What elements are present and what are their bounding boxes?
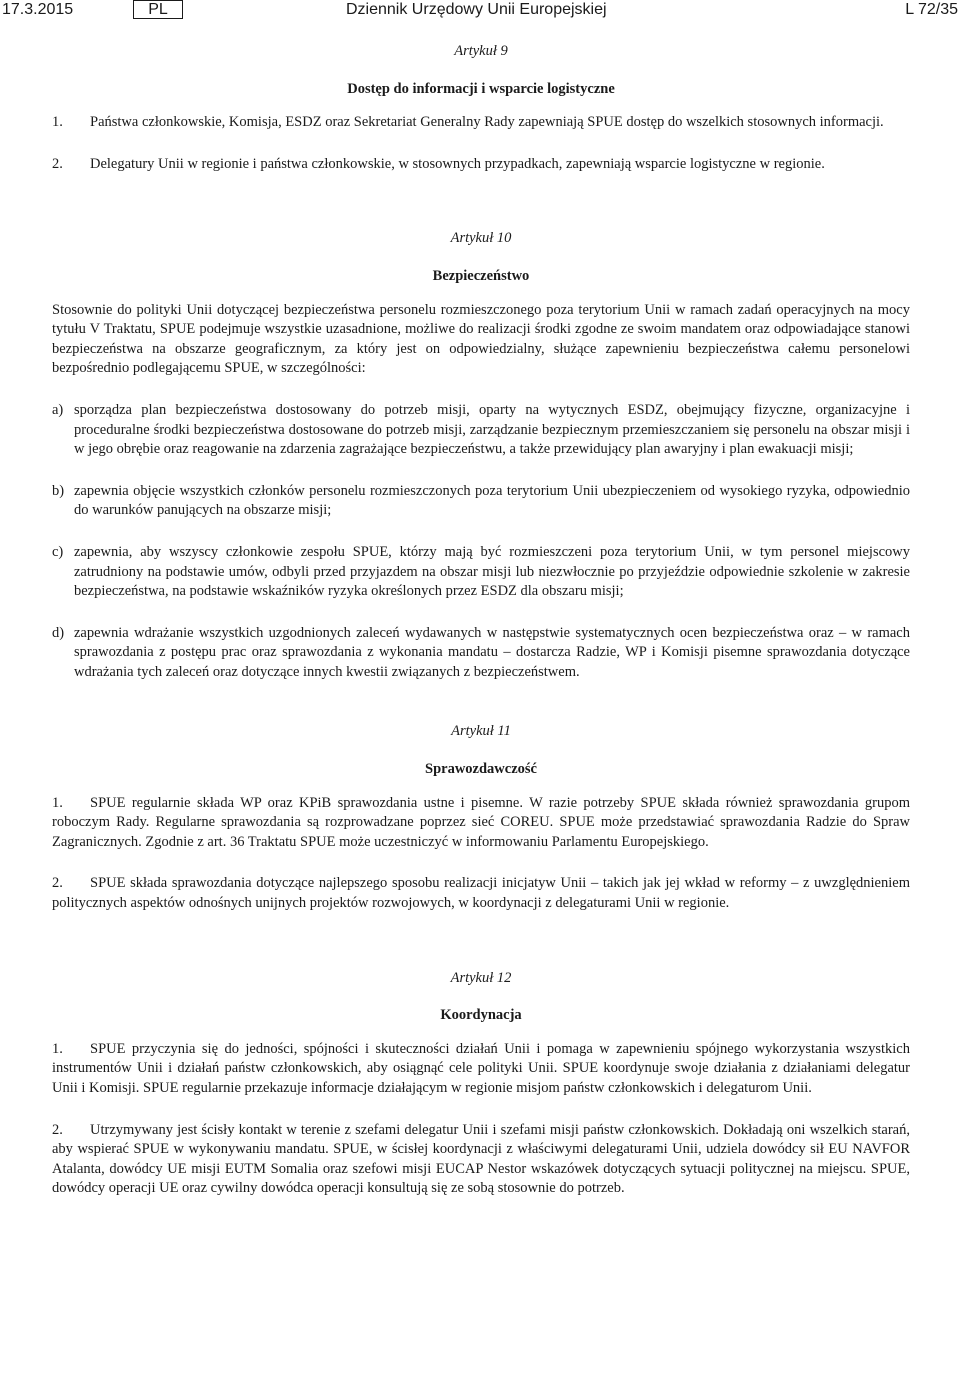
item-text: sporządza plan bezpieczeństwa dostosowany do potrzeb misji, oparty na wytycznych ESDZ, obejmujący fizyczne, organizacyjne i proceduralne środki bezpieczeństwa dostosowane do potrzeb misji, zarządzanie bezpiecznym przemieszczaniem się personelu na obszar misji i w jego obrębie oraz reagowanie na zdarzenia zagrażające bezpieczeństwu, a także przewidujący plan awaryjny i plan ewakuacji misji;	[74, 401, 910, 458]
article-11-paragraph-1	[52, 794, 910, 853]
paragraph-text: Delegatury Unii w regionie i państwa członkowskie, w stosownych przypadkach, zapewniają wsparcie logistyczne w regionie.	[90, 155, 825, 172]
item-label: a)	[52, 401, 64, 418]
paragraph-text: Państwa członkowskie, Komisja, ESDZ oraz Sekretariat Generalny Rady zapewniają SPUE dostęp do wszelkich stosownych informacji.	[90, 114, 884, 131]
article-9-paragraph-2	[52, 155, 910, 175]
item-label: b)	[52, 482, 65, 499]
item-text: zapewnia, aby wszyscy członkowie zespołu SPUE, którzy mają być rozmieszczeni poza terytorium Unii, w tym personel miejscowy zatrudniony na podstawie umów, odbyli przed przyjazdem na obszar misji lub niezwłocznie po przyjeździe odpowiednie szkolenie w zakresie bezpieczeństwa, na podstawie wskaźników ryzyka określonych przez ESDZ dla obszaru misji;	[74, 543, 910, 600]
publication-date: 17.3.2015	[2, 1, 74, 18]
item-text: zapewnia objęcie wszystkich członków personelu rozmieszczonych poza terytorium Unii ubezpieczeniem od wysokiego ryzyka, odpowiednio do warunków panujących na obszarze misji;	[74, 482, 910, 519]
paragraph-number: 2.	[52, 1121, 63, 1138]
article-10-title: Bezpieczeństwo	[432, 267, 530, 284]
article-10-number: Artykuł 10	[450, 230, 512, 247]
article-10-item-d	[52, 624, 910, 683]
journal-title: Dziennik Urzędowy Unii Europejskiej	[346, 1, 607, 18]
paragraph-number: 1.	[52, 794, 63, 811]
paragraph-number: 2.	[52, 155, 63, 172]
item-text: zapewnia wdrażanie wszystkich uzgodnionych zaleceń wydawanych w następstwie systematycznych ocen bezpieczeństwa oraz – w ramach sprawozdania z postępu prac oraz sprawozdania z wykonania mandatu – dostarcza Radzie, WP i Komisji pisemne sprawozdania dotyczące wdrażania tych zaleceń oraz dotyczące innych kwestii związanych z bezpieczeństwem.	[74, 624, 910, 680]
article-12-number: Artykuł 12	[450, 969, 512, 986]
language-code-box: PL	[133, 0, 183, 19]
page-reference: L 72/35	[905, 1, 958, 18]
article-11-title: Sprawozdawczość	[425, 761, 537, 778]
article-9-title: Dostęp do informacji i wsparcie logistyczne	[347, 80, 615, 97]
paragraph-number: 1.	[52, 1040, 63, 1057]
paragraph-text: SPUE przyczynia się do jedności, spójności i skuteczności działań Unii i pomaga w zapewnieniu spójnego wykorzystania wszystkich instrumentów Unii i działań państw członkowskich, aby osiągnąć cele polityki Unii. SPUE koordynuje swoje działania z działaniami delegatur Unii i Komisji. SPUE regularnie przekazuje informacje działającym w regionie misjom państw członkowskich i delegaturom Unii.	[52, 1040, 910, 1096]
paragraph-number: 1.	[52, 114, 63, 131]
article-10-intro: Stosownie do polityki Unii dotyczącej bezpieczeństwa personelu rozmieszczonego poza terytorium Unii w ramach zadań operacyjnych na mocy tytułu V Traktatu, SPUE podejmuje wszystkie uzasadnione, możliwe do realizacji środki zgodne ze swoim mandatem oraz odpowiadające stanowi bezpieczeństwa na obszarze geograficznym, za który jest on odpowiedzialny, służące zapewnieniu bezpieczeństwa całemu personelowi bezpośrednio podlegającemu SPUE, w szczególności:	[52, 301, 910, 377]
article-10-item-a	[52, 401, 910, 460]
article-9-paragraph-1	[52, 113, 910, 133]
article-12-paragraph-1	[52, 1040, 910, 1099]
article-12-title: Koordynacja	[440, 1007, 522, 1024]
article-12-paragraph-2	[52, 1121, 910, 1199]
page-header	[0, 0, 960, 22]
article-10-item-b	[52, 482, 910, 521]
document-body	[52, 42, 910, 1199]
paragraph-number: 2.	[52, 875, 63, 892]
paragraph-text: SPUE składa sprawozdania dotyczące najlepszego sposobu realizacji inicjatyw Unii – takich jak jej wkład w reformy – z uwzględnieniem politycznych aspektów odnośnych unijnych projektów rozwojowych, w koordynacji z delegaturami Unii w regionie.	[52, 875, 910, 912]
item-label: c)	[52, 543, 64, 560]
article-11-paragraph-2	[52, 874, 910, 913]
article-11-number: Artykuł 11	[451, 723, 511, 740]
paragraph-text: Utrzymywany jest ścisły kontakt w terenie z szefami delegatur Unii i szefami misji państw członkowskich. Dokładają oni wszelkich starań, aby wspierać SPUE w wykonywaniu mandatu. SPUE, w ścisłej koordynacji z właściwymi delegaturami Unii, udziela dowódcy sił EU NAVFOR Atalanta, dowódcy UE misji EUTM Somalia oraz szefowi misji EUCAP Nestor wskazówek dotyczących sytuacji politycznej na miejscu. SPUE, dowódcy operacji UE oraz cywilny dowódca operacji konsultują się ze sobą stosownie do potrzeb.	[52, 1121, 910, 1197]
paragraph-text: SPUE regularnie składa WP oraz KPiB sprawozdania ustne i pisemne. W razie potrzeby SPUE składa również sprawozdania grupom roboczym Rady. Regularne sprawozdania są rozprowadzane poprzez sieć COREU. SPUE może przedstawiać sprawozdania Radzie do Spraw Zagranicznych. Zgodnie z art. 36 Traktatu SPUE może uczestniczyć w informowaniu Parlamentu Europejskiego.	[52, 794, 910, 850]
article-9-number: Artykuł 9	[454, 43, 508, 59]
item-label: d)	[52, 624, 65, 641]
article-10-item-c	[52, 543, 910, 602]
